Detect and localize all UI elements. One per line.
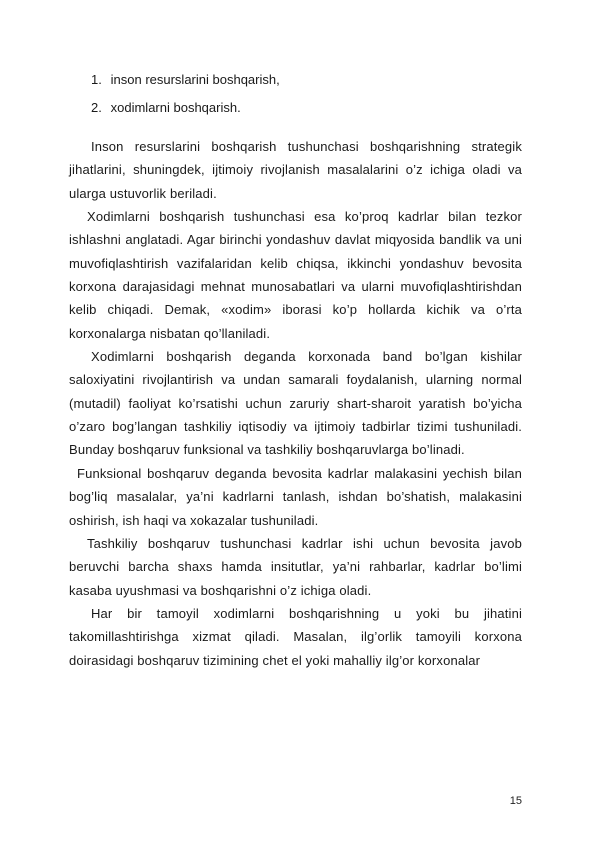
paragraph-organizational-management: Tashkiliy boshqaruv tushunchasi kadrlar ishi uchun bevosita javob beruvchi barcha shaxs hamda insitutlar, ya’ni rahbarlar, kadrlar bo’limi kasaba uyushmasi va boshqarishni o’z ichiga oladi. [69, 535, 522, 598]
list-item [91, 94, 511, 122]
paragraph-staff-definition: Xodimlarni boshqarish deganda korxonada band bo’lgan kishilar saloxiyatini rivojlantirish va undan samarali foydalanish, ularning normal (mutadil) faoliyat ko’rsatishi uchun zaruriy shart-sharoit yaratish bo’yicha o’zaro bog’langan tashkiliy iqtisodiy va ijtimoiy tadbirlar tizimi tushuniladi. Bunday boshqaruv funksional va tashkiliy boshqaruvlarga bo’linadi. [69, 349, 522, 458]
list-item-text: xodimlarni boshqarish. [110, 100, 241, 115]
paragraph-hr-management: Inson resurslarini boshqarish tushunchasi boshqarishning strategik jihatlarini, shuningdek, ijtimoiy rivojlanish masalalarini o’z ichiga oladi va ularga ustuvorlik beriladi. [69, 139, 522, 201]
list-item [91, 66, 511, 94]
body-text [69, 135, 522, 672]
list-item-text: inson resurslarini boshqarish, [110, 72, 280, 87]
paragraph-staff-management: Xodimlarni boshqarish tushunchasi esa ko’proq kadrlar bilan tezkor ishlashni anglatadi. Agar birinchi yondashuv davlat miqyosida bandlik va uni muvofiqlashtirish vazifalaridan kelib chiqsa, ikkinchi yondashuv bevosita korxona darajasidagi mehnat munosabatlari va ularni muvofiqlashtirishdan kelib chiqadi. Demak, «xodim» iborasi ko’p hollarda kichik va o’rta korxonalarga nisbatan qo’llaniladi. [69, 209, 522, 341]
paragraph-principles: Har bir tamoyil xodimlarni boshqarishning u yoki bu jihatini takomillashtirishga xizmat qiladi. Masalan, ilg’orlik tamoyili korxona doirasidagi boshqaruv tizimining chet el yoki mahalliy ilg’or korxonalar [69, 605, 522, 668]
page-number: 15 [509, 795, 522, 807]
list-item-number: 1. [91, 72, 102, 87]
numbered-list [91, 66, 511, 122]
list-item-number: 2. [91, 100, 102, 115]
paragraph-functional-management: Funksional boshqaruv deganda bevosita kadrlar malakasini yechish bilan bog’liq masalalar, ya’ni kadrlarni tanlash, ishdan bo’shatish, malakasini oshirish, ish haqi va xokazalar tushuniladi. [69, 465, 522, 528]
